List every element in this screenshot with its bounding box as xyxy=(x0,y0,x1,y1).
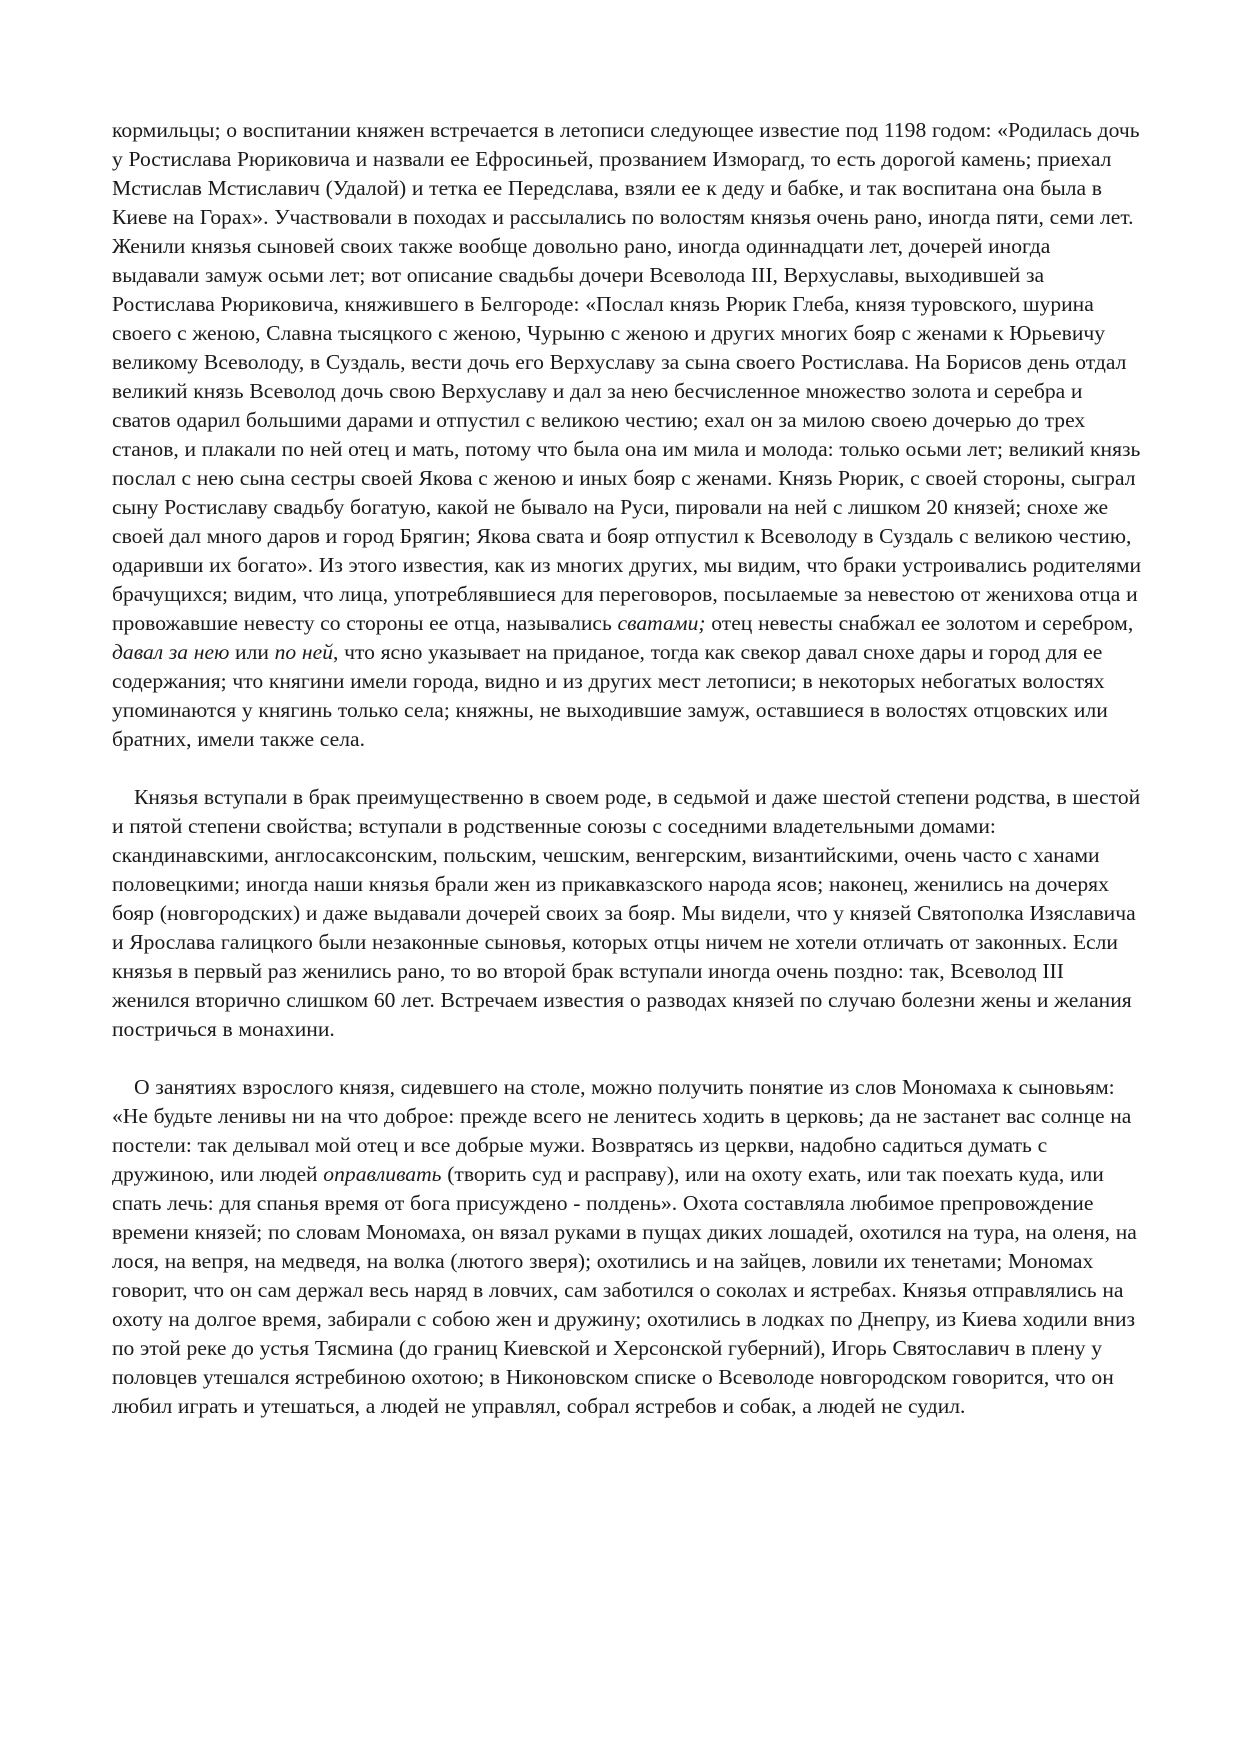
italic-term-svatami: сватами; xyxy=(617,611,706,635)
paragraph-1-text: кормильцы; о воспитании княжен встречается в летописи следующее известие под 1198 годом: «Родилась дочь у Ростислава Рюриковича и назвали ее Ефросиньей, прозванием Изморагд, то есть дорогой камень; приехал Мстислав Мстиславич (Удалой) и тетка ее Передслава, взяли ее к деду и бабке, и так воспитана она была в Киеве на Горах». Участвовали в походах и рассылались по волостям князья очень рано, иногда пяти, семи лет. Женили князья сыновей своих также вообще довольно рано, иногда одиннадцати лет, дочерей иногда выдавали замуж осьми лет; вот описание свадьбы дочери Всеволода III, Верхуславы, выходившей за Ростислава Рюриковича, княжившего в Белгороде: «Послал князь Рюрик Глеба, князя туровского, шурина своего с женою, Славна тысяцкого с женою, Чурыню с женою и других многих бояр с женами к Юрьевичу великому Всеволоду, в Суздаль, вести дочь его Верхуславу за сына своего Ростислава. На Борисов день отдал великий князь Всеволод дочь свою Верхуславу и дал за нею бесчисленное множество золота и серебра и сватов одарил большими дарами и отпустил с великою честию; ехал он за милою своею дочерью до трех станов, и плакали по ней отец и мать, потому что была она им мила и молода: только осьми лет; великий князь послал с нею сына сестры своей Якова с женою и иных бояр с женами. Князь Рюрик, с своей стороны, сыграл сыну Ростиславу свадьбу богатую, какой не бывало на Руси, пировали на ней с лишком 20 князей; снохе же своей дал много даров и город Брягин; Якова свата и бояр отпустил к Всеволоду в Суздаль с великою честию, одаривши их богато». Из этого известия, как из многих других, мы видим, что браки устроивались родителями брачущихся; видим, что лица, употреблявшиеся для переговоров, посылаемые за невестою от женихова отца и провожавшие невесту со стороны ее отца, назывались xyxy=(112,118,1142,635)
italic-term-po-ney: по ней xyxy=(274,640,333,664)
paragraph-3-text: (творить суд и расправу), или на охоту ехать, или так поехать куда, или спать лечь: для спанья время от бога присуждено - полдень». Охота составляла любимое препровождение времени князей; по словам Мономаха, он вязал руками в пущах диких лошадей, охотился на тура, на оленя, на лося, на вепря, на медведя, на волка (лютого зверя); охотились и на зайцев, ловили их тенетами; Мономах говорит, что он сам держал весь наряд в ловчих, сам заботился о соколах и ястребах. Князья отправлялись на охоту на долгое время, забирали с собою жен и дружину; охотились в лодках по Днепру, из Киева ходили вниз по этой реке до устья Тясмина (до границ Киевской и Херсонской губерний), Игорь Святославич в плену у половцев утешался ястребиною охотою; в Никоновском списке о Всеволоде новгородском говорится, что он любил играть и утешаться, а людей не управлял, собрал ястребов и собак, а людей не судил. xyxy=(112,1162,1137,1418)
paragraph-1-text: или xyxy=(229,640,275,664)
italic-term-daval-za-neyu: давал за нею xyxy=(112,640,230,664)
italic-term-opravlivat: оправливать xyxy=(323,1162,442,1186)
paragraph-1 xyxy=(112,116,1142,754)
paragraph-1-text: , что ясно указывает на приданое, тогда как свекор давал снохе дары и город для ее содержания; что княгини имели города, видно и из других мест летописи; в некоторых небогатых волостях упоминаются у княгинь только села; княжны, не выходившие замуж, оставшиеся в волостях отцовских или братних, имели также села. xyxy=(112,640,1108,751)
document-page xyxy=(112,116,1142,1421)
paragraph-3 xyxy=(112,1073,1142,1421)
paragraph-1-text: отец невесты снабжал ее золотом и серебром, xyxy=(705,611,1134,635)
paragraph-2 xyxy=(112,783,1142,1044)
paragraph-3-text: О занятиях взрослого князя, сидевшего на столе, можно получить понятие из слов Мономаха к сыновьям: «Не будьте ленивы ни на что доброе: прежде всего не ленитесь ходить в церковь; да не застанет вас солнце на постели: так делывал мой отец и все добрые мужи. Возвратясь из церкви, надобно садиться думать с дружиною, или людей xyxy=(112,1075,1132,1186)
paragraph-2-text: Князья вступали в брак преимущественно в своем роде, в седьмой и даже шестой степени родства, в шестой и пятой степени свойства; вступали в родственные союзы с соседними владетельными домами: скандинавскими, англосаксонским, польским, чешским, венгерским, византийскими, очень часто с ханами половецкими; иногда наши князья брали жен из прикавказского народа ясов; наконец, женились на дочерях бояр (новгородских) и даже выдавали дочерей своих за бояр. Мы видели, что у князей Святополка Изяславича и Ярослава галицкого были незаконные сыновья, которых отцы ничем не хотели отличать от законных. Если князья в первый раз женились рано, то во второй брак вступали иногда очень поздно: так, Всеволод III женился вторично слишком 60 лет. Встречаем известия о разводах князей по случаю болезни жены и желания постричься в монахини. xyxy=(112,785,1141,1041)
